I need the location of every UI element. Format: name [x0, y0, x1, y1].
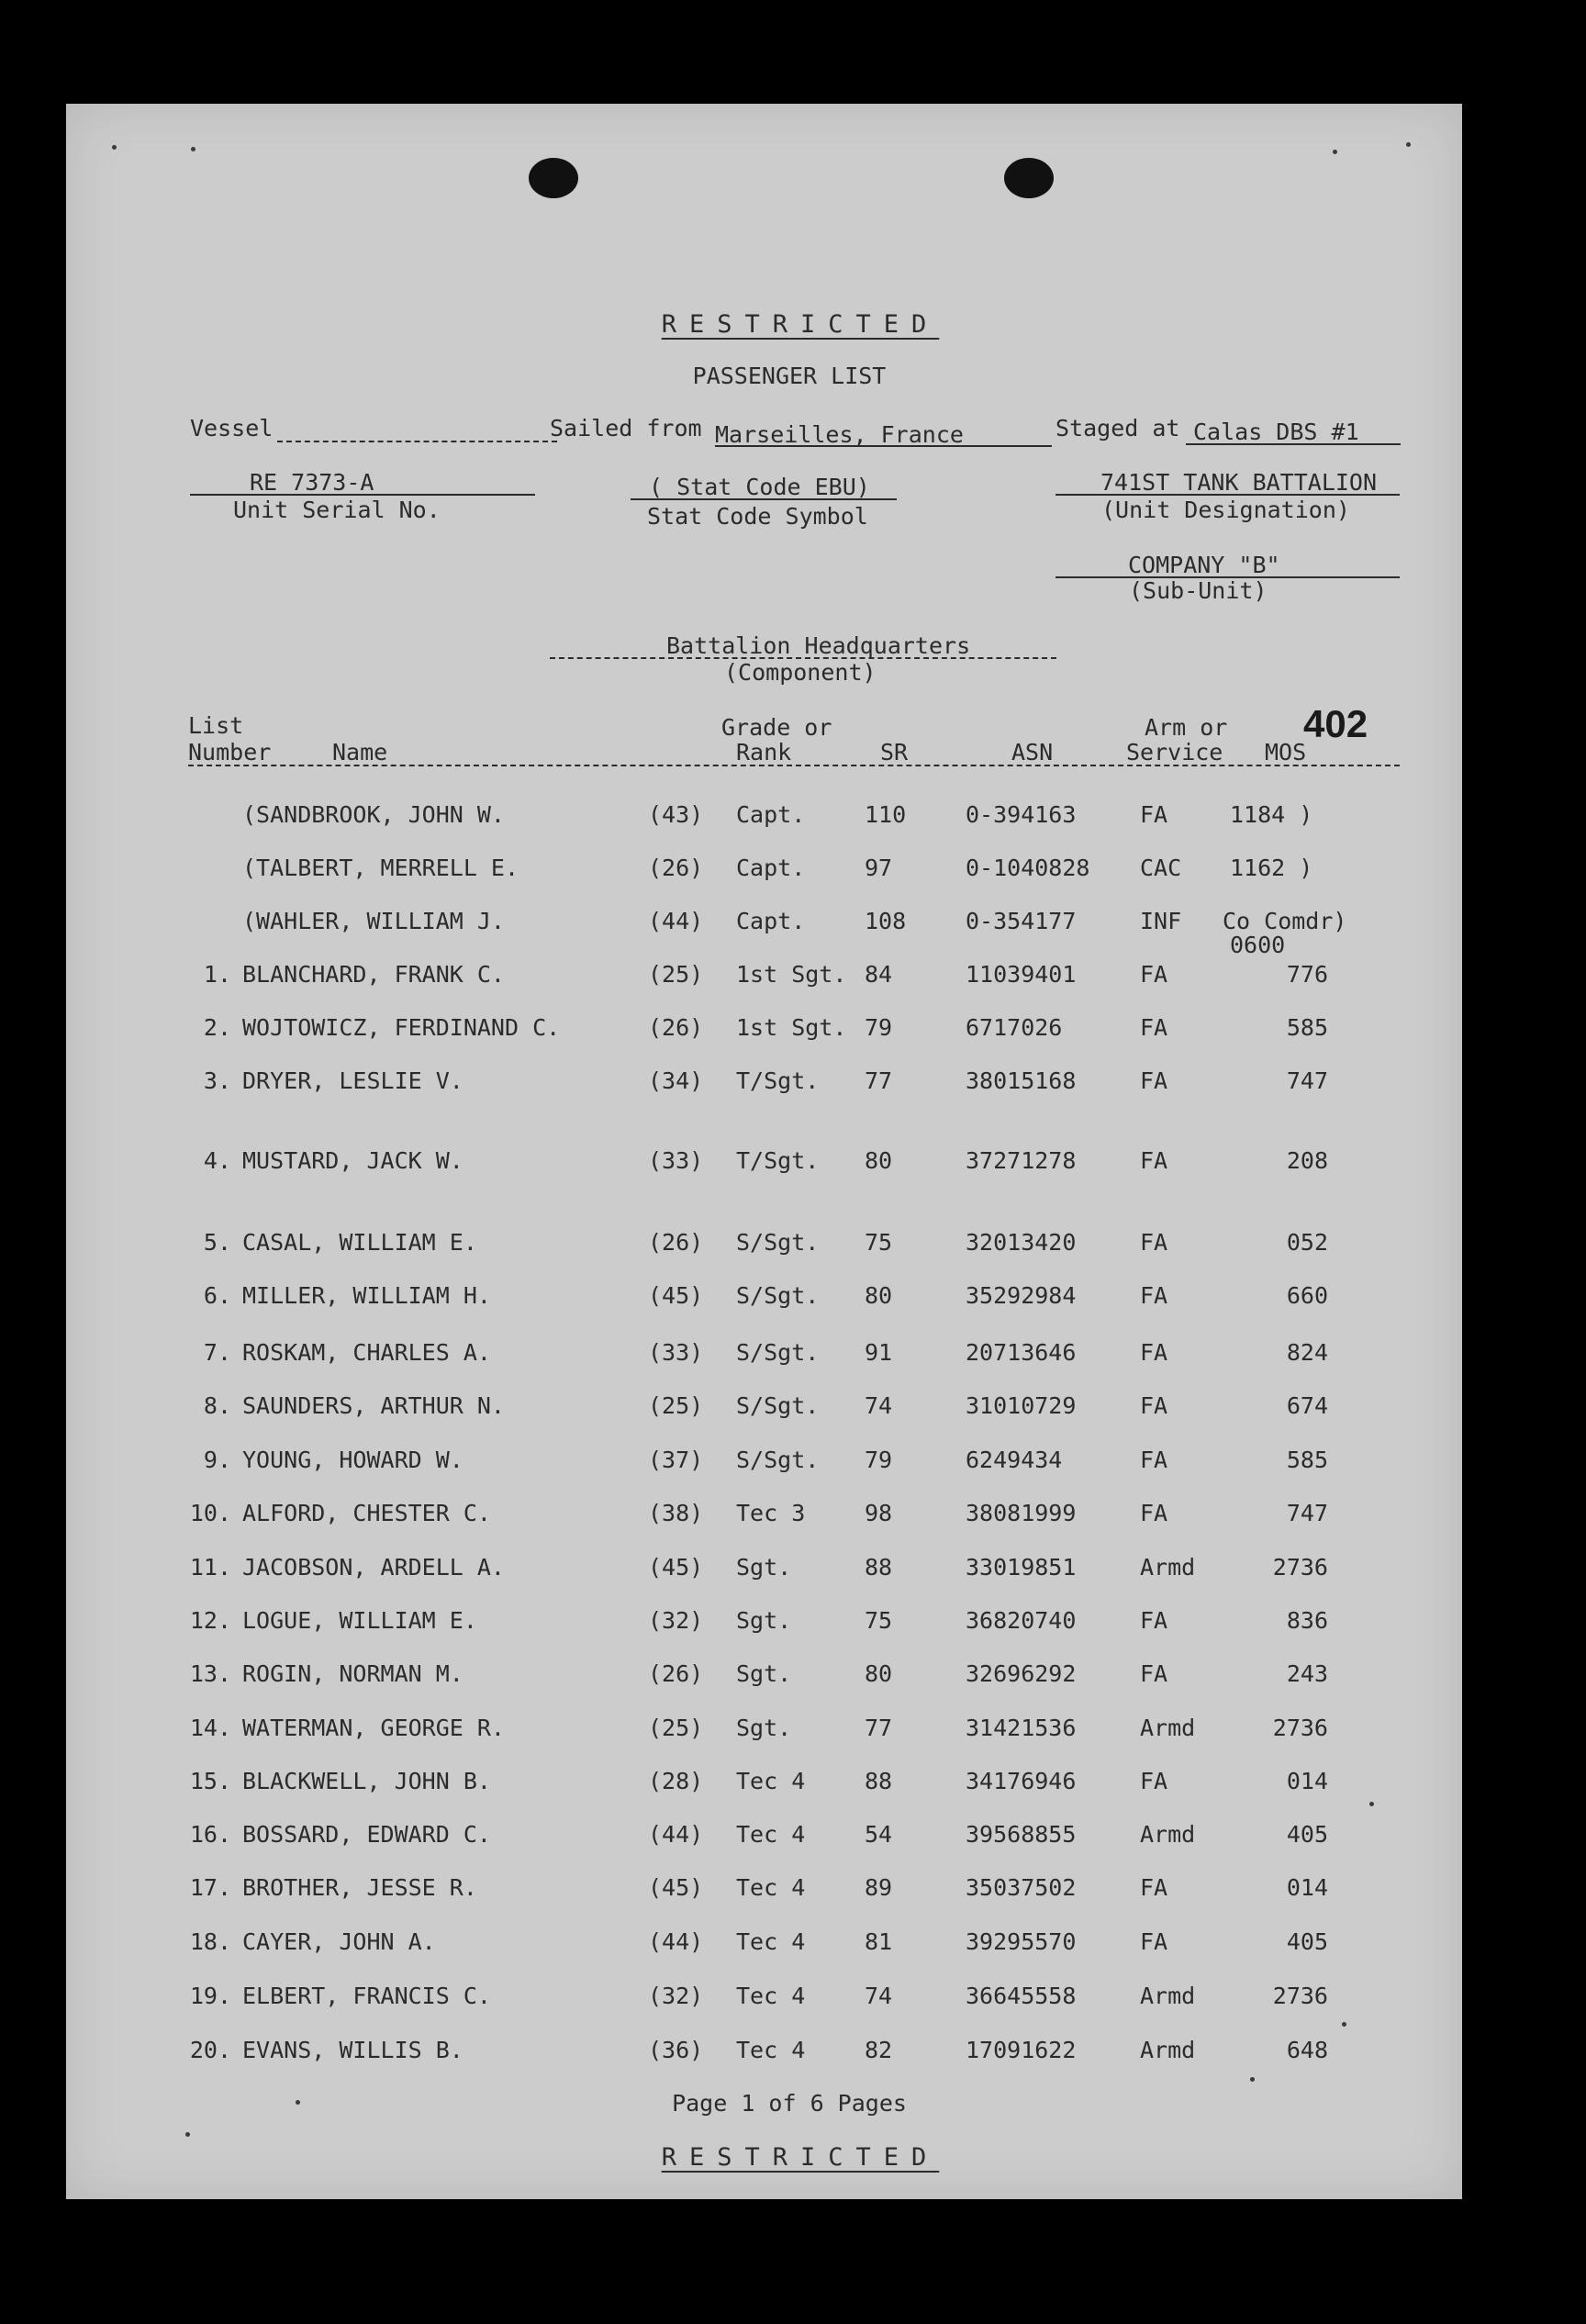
- cell-asn: 35292984: [966, 1282, 1077, 1309]
- document-page: [66, 104, 1462, 2199]
- col-grade-2: Rank: [736, 739, 792, 765]
- cell-mos: 776: [1286, 961, 1328, 988]
- cell-sr: 79: [865, 1447, 893, 1473]
- cell-arm: CAC: [1140, 855, 1182, 881]
- punch-hole-left: [529, 158, 578, 198]
- cell-sr: 110: [865, 801, 907, 828]
- cell-num: 7.: [203, 1339, 231, 1366]
- cell-num: 13.: [189, 1660, 231, 1687]
- cell-mos: 052: [1286, 1229, 1328, 1256]
- cell-asn: 35037502: [966, 1874, 1077, 1901]
- cell-rank: Tec 4: [736, 1928, 806, 1955]
- cell-rank: Tec 4: [736, 1983, 806, 2009]
- speck: [1250, 2077, 1255, 2082]
- sailed-from-label: Sailed from: [550, 415, 702, 441]
- cell-age: (33): [648, 1339, 704, 1366]
- cell-num: 14.: [189, 1715, 231, 1741]
- cell-arm: FA: [1140, 1768, 1168, 1794]
- staged-at-label: Staged at: [1055, 415, 1180, 441]
- cell-mos: 405: [1286, 1928, 1328, 1955]
- cell-num: 6.: [203, 1282, 231, 1309]
- cell-name: (WAHLER, WILLIAM J.: [242, 908, 505, 934]
- cell-mos: Co Comdr): [1223, 908, 1347, 934]
- table-row: [66, 1447, 1462, 1478]
- cell-sr: 97: [865, 855, 893, 881]
- cell-age: (25): [648, 1715, 704, 1741]
- table-row: [66, 1607, 1462, 1638]
- cell-arm: FA: [1140, 1500, 1168, 1526]
- unit-serial-label: Unit Serial No.: [233, 497, 441, 523]
- cell-num: 9.: [203, 1447, 231, 1473]
- cell-sr: 88: [865, 1554, 893, 1581]
- cell-asn: 34176946: [966, 1768, 1077, 1794]
- cell-sr: 74: [865, 1392, 893, 1419]
- cell-mos: 747: [1286, 1067, 1328, 1094]
- cell-age: (45): [648, 1554, 704, 1581]
- cell-num: 2.: [203, 1014, 231, 1041]
- cell-rank: Sgt.: [736, 1607, 792, 1634]
- cell-asn: 17091622: [966, 2037, 1077, 2063]
- cell-rank: S/Sgt.: [736, 1229, 820, 1256]
- cell-arm: Armd: [1140, 1983, 1196, 2009]
- cell-num: 15.: [189, 1768, 231, 1794]
- col-sr: SR: [880, 739, 909, 765]
- cell-arm: FA: [1140, 1447, 1168, 1473]
- cell-arm: FA: [1140, 1928, 1168, 1955]
- cell-num: 10.: [189, 1500, 231, 1526]
- cell-name: JACOBSON, ARDELL A.: [242, 1554, 505, 1581]
- cell-age: (36): [648, 2037, 704, 2063]
- cell-rank: 1st Sgt.: [736, 1014, 847, 1041]
- cell-num: 17.: [189, 1874, 231, 1901]
- cell-num: 16.: [189, 1821, 231, 1848]
- cell-num: 11.: [189, 1554, 231, 1581]
- cell-age: (26): [648, 1229, 704, 1256]
- cell-asn: 32013420: [966, 1229, 1077, 1256]
- cell-sr: 89: [865, 1874, 893, 1901]
- speck: [185, 2132, 190, 2137]
- cell-asn: 31010729: [966, 1392, 1077, 1419]
- cell-mos: 208: [1286, 1147, 1328, 1174]
- cell-mos: 660: [1286, 1282, 1328, 1309]
- cell-mos: 747: [1286, 1500, 1328, 1526]
- cell-name: LOGUE, WILLIAM E.: [242, 1607, 477, 1634]
- cell-arm: Armd: [1140, 1821, 1196, 1848]
- table-row: [66, 1715, 1462, 1746]
- cell-age: (38): [648, 1500, 704, 1526]
- cell-num: 20.: [189, 2037, 231, 2063]
- cell-name: CAYER, JOHN A.: [242, 1928, 436, 1955]
- cell-rank: Sgt.: [736, 1554, 792, 1581]
- cell-name: SAUNDERS, ARTHUR N.: [242, 1392, 505, 1419]
- table-row: [66, 855, 1462, 886]
- sailed-from-line: [715, 445, 1052, 447]
- component-label: (Component): [724, 659, 877, 686]
- table-row: [66, 1660, 1462, 1692]
- table-row: [66, 1147, 1462, 1179]
- restricted-bottom: RESTRICTED: [661, 2143, 940, 2172]
- component-value: Battalion Headquarters: [666, 632, 971, 659]
- cell-rank: Tec 4: [736, 1768, 806, 1794]
- cell-asn: 0-394163: [966, 801, 1077, 828]
- cell-name: WOJTOWICZ, FERDINAND C.: [242, 1014, 561, 1041]
- cell-age: (28): [648, 1768, 704, 1794]
- speck: [1369, 1802, 1374, 1806]
- sailed-from-value: Marseilles, France: [715, 421, 964, 448]
- cell-age: (34): [648, 1067, 704, 1094]
- cell-sr: 91: [865, 1339, 893, 1366]
- cell-age: (44): [648, 1928, 704, 1955]
- table-row: [66, 1500, 1462, 1531]
- cell-asn: 36645558: [966, 1983, 1077, 2009]
- table-row: [66, 1282, 1462, 1313]
- cell-mos: 824: [1286, 1339, 1328, 1366]
- cell-sr: 84: [865, 961, 893, 988]
- stat-code-line: [631, 498, 897, 500]
- cell-arm: FA: [1140, 1147, 1168, 1174]
- cell-arm: FA: [1140, 961, 1168, 988]
- cell-sr: 80: [865, 1282, 893, 1309]
- cell-asn: 36820740: [966, 1607, 1077, 1634]
- sub-unit-value: COMPANY "B": [1128, 552, 1280, 578]
- cell-asn: 38081999: [966, 1500, 1077, 1526]
- cell-mos: 2736: [1272, 1983, 1328, 2009]
- speck: [1333, 150, 1337, 154]
- cell-rank: Sgt.: [736, 1660, 792, 1687]
- cell-asn: 37271278: [966, 1147, 1077, 1174]
- cell-rank: Tec 4: [736, 2037, 806, 2063]
- cell-mos-secondary: 0600: [1230, 932, 1286, 958]
- cell-asn: 0-1040828: [966, 855, 1090, 881]
- cell-arm: FA: [1140, 1874, 1168, 1901]
- cell-rank: T/Sgt.: [736, 1147, 820, 1174]
- cell-age: (33): [648, 1147, 704, 1174]
- speck: [1342, 2022, 1346, 2027]
- cell-name: MUSTARD, JACK W.: [242, 1147, 464, 1174]
- cell-asn: 6717026: [966, 1014, 1063, 1041]
- staged-at-line: [1186, 443, 1401, 445]
- cell-name: BLANCHARD, FRANK C.: [242, 961, 505, 988]
- unit-serial-line: [190, 494, 535, 496]
- table-row: [66, 801, 1462, 832]
- table-row: [66, 1821, 1462, 1852]
- cell-mos: 648: [1286, 2037, 1328, 2063]
- page-indicator: Page 1 of 6 Pages: [672, 2090, 907, 2117]
- cell-age: (32): [648, 1983, 704, 2009]
- cell-age: (25): [648, 1392, 704, 1419]
- cell-mos: 1184 ): [1230, 801, 1313, 828]
- cell-rank: Tec 3: [736, 1500, 806, 1526]
- unit-designation-line: [1055, 494, 1400, 496]
- handwritten-mos-number: 402: [1303, 702, 1368, 745]
- cell-mos: 2736: [1272, 1554, 1328, 1581]
- cell-asn: 33019851: [966, 1554, 1077, 1581]
- cell-asn: 32696292: [966, 1660, 1077, 1687]
- cell-mos: 585: [1286, 1014, 1328, 1041]
- cell-name: (SANDBROOK, JOHN W.: [242, 801, 505, 828]
- cell-arm: FA: [1140, 1660, 1168, 1687]
- cell-name: ELBERT, FRANCIS C.: [242, 1983, 491, 2009]
- cell-arm: Armd: [1140, 1715, 1196, 1741]
- stat-code-label: Stat Code Symbol: [647, 503, 868, 530]
- cell-num: 18.: [189, 1928, 231, 1955]
- cell-rank: Capt.: [736, 908, 806, 934]
- restricted-top: RESTRICTED: [661, 310, 940, 339]
- cell-rank: T/Sgt.: [736, 1067, 820, 1094]
- cell-name: EVANS, WILLIS B.: [242, 2037, 464, 2063]
- unit-serial-value: RE 7373-A: [250, 469, 374, 496]
- cell-mos: 1162 ): [1230, 855, 1313, 881]
- cell-sr: 75: [865, 1229, 893, 1256]
- cell-rank: Capt.: [736, 801, 806, 828]
- speck: [1406, 142, 1411, 147]
- cell-sr: 79: [865, 1014, 893, 1041]
- cell-asn: 39568855: [966, 1821, 1077, 1848]
- table-row: [66, 1067, 1462, 1099]
- column-header-line: [188, 765, 1400, 766]
- cell-rank: Tec 4: [736, 1821, 806, 1848]
- cell-asn: 20713646: [966, 1339, 1077, 1366]
- cell-rank: S/Sgt.: [736, 1339, 820, 1366]
- col-arm-1: Arm or: [1145, 714, 1228, 741]
- cell-age: (45): [648, 1874, 704, 1901]
- cell-age: (32): [648, 1607, 704, 1634]
- table-row: [66, 961, 1462, 992]
- col-asn: ASN: [1011, 739, 1054, 765]
- table-row: [66, 1014, 1462, 1045]
- cell-name: ROSKAM, CHARLES A.: [242, 1339, 491, 1366]
- cell-sr: 54: [865, 1821, 893, 1848]
- table-row: [66, 1229, 1462, 1260]
- cell-name: ROGIN, NORMAN M.: [242, 1660, 464, 1687]
- cell-sr: 98: [865, 1500, 893, 1526]
- col-list-number-1: List: [188, 712, 244, 739]
- cell-mos: 014: [1286, 1768, 1328, 1794]
- cell-rank: Tec 4: [736, 1874, 806, 1901]
- cell-asn: 39295570: [966, 1928, 1077, 1955]
- cell-num: 3.: [203, 1067, 231, 1094]
- cell-sr: 80: [865, 1660, 893, 1687]
- col-grade-1: Grade or: [721, 714, 832, 741]
- cell-age: (43): [648, 801, 704, 828]
- cell-arm: FA: [1140, 1229, 1168, 1256]
- cell-name: ALFORD, CHESTER C.: [242, 1500, 491, 1526]
- cell-rank: S/Sgt.: [736, 1282, 820, 1309]
- cell-arm: FA: [1140, 1282, 1168, 1309]
- col-name: Name: [332, 739, 388, 765]
- cell-rank: Capt.: [736, 855, 806, 881]
- cell-mos: 243: [1286, 1660, 1328, 1687]
- cell-name: BOSSARD, EDWARD C.: [242, 1821, 491, 1848]
- cell-mos: 585: [1286, 1447, 1328, 1473]
- table-row: [66, 1392, 1462, 1424]
- cell-num: 4.: [203, 1147, 231, 1174]
- cell-sr: 88: [865, 1768, 893, 1794]
- cell-name: BROTHER, JESSE R.: [242, 1874, 477, 1901]
- table-row: [66, 1874, 1462, 1905]
- table-row: [66, 1983, 1462, 2014]
- cell-rank: S/Sgt.: [736, 1447, 820, 1473]
- cell-age: (44): [648, 1821, 704, 1848]
- cell-num: 1.: [203, 961, 231, 988]
- unit-designation-value: 741ST TANK BATTALION: [1100, 469, 1378, 496]
- document-title: PASSENGER LIST: [692, 363, 887, 389]
- cell-age: (25): [648, 961, 704, 988]
- cell-arm: FA: [1140, 1014, 1168, 1041]
- cell-arm: FA: [1140, 1392, 1168, 1419]
- cell-name: YOUNG, HOWARD W.: [242, 1447, 464, 1473]
- cell-age: (44): [648, 908, 704, 934]
- table-row: [66, 1928, 1462, 1960]
- cell-name: BLACKWELL, JOHN B.: [242, 1768, 491, 1794]
- speck: [112, 145, 117, 150]
- cell-age: (26): [648, 1014, 704, 1041]
- cell-sr: 77: [865, 1715, 893, 1741]
- cell-asn: 11039401: [966, 961, 1077, 988]
- cell-asn: 0-354177: [966, 908, 1077, 934]
- cell-arm: FA: [1140, 1339, 1168, 1366]
- cell-name: DRYER, LESLIE V.: [242, 1067, 464, 1094]
- cell-sr: 81: [865, 1928, 893, 1955]
- cell-sr: 74: [865, 1983, 893, 2009]
- cell-asn: 31421536: [966, 1715, 1077, 1741]
- cell-arm: FA: [1140, 801, 1168, 828]
- cell-num: 5.: [203, 1229, 231, 1256]
- cell-mos: 014: [1286, 1874, 1328, 1901]
- table-row: [66, 1339, 1462, 1370]
- cell-asn: 6249434: [966, 1447, 1063, 1473]
- cell-age: (45): [648, 1282, 704, 1309]
- cell-mos: 405: [1286, 1821, 1328, 1848]
- cell-arm: FA: [1140, 1067, 1168, 1094]
- cell-sr: 108: [865, 908, 907, 934]
- cell-mos: 836: [1286, 1607, 1328, 1634]
- cell-age: (26): [648, 855, 704, 881]
- vessel-label: Vessel: [190, 415, 274, 441]
- cell-mos: 674: [1286, 1392, 1328, 1419]
- cell-sr: 82: [865, 2037, 893, 2063]
- cell-arm: Armd: [1140, 1554, 1196, 1581]
- cell-sr: 80: [865, 1147, 893, 1174]
- cell-arm: INF: [1140, 908, 1182, 934]
- table-row: [66, 1768, 1462, 1799]
- table-row: [66, 2037, 1462, 2068]
- cell-age: (26): [648, 1660, 704, 1687]
- cell-rank: S/Sgt.: [736, 1392, 820, 1419]
- cell-arm: Armd: [1140, 2037, 1196, 2063]
- cell-name: WATERMAN, GEORGE R.: [242, 1715, 505, 1741]
- staged-at-value: Calas DBS #1: [1193, 419, 1359, 445]
- cell-mos: 2736: [1272, 1715, 1328, 1741]
- speck: [191, 147, 195, 151]
- cell-sr: 75: [865, 1607, 893, 1634]
- cell-rank: Sgt.: [736, 1715, 792, 1741]
- sub-unit-label: (Sub-Unit): [1129, 577, 1268, 604]
- cell-name: (TALBERT, MERRELL E.: [242, 855, 519, 881]
- cell-name: CASAL, WILLIAM E.: [242, 1229, 477, 1256]
- cell-age: (37): [648, 1447, 704, 1473]
- col-arm-2: Service: [1126, 739, 1223, 765]
- cell-num: 12.: [189, 1607, 231, 1634]
- cell-sr: 77: [865, 1067, 893, 1094]
- speck: [296, 2100, 300, 2105]
- stat-code-value: ( Stat Code EBU): [649, 474, 870, 500]
- cell-num: 19.: [189, 1983, 231, 2009]
- cell-rank: 1st Sgt.: [736, 961, 847, 988]
- punch-hole-right: [1004, 158, 1054, 198]
- cell-num: 8.: [203, 1392, 231, 1419]
- cell-name: MILLER, WILLIAM H.: [242, 1282, 491, 1309]
- unit-designation-label: (Unit Designation): [1101, 497, 1350, 523]
- table-row: [66, 1554, 1462, 1585]
- col-mos: MOS: [1265, 739, 1307, 765]
- table-row: [66, 908, 1462, 958]
- cell-arm: FA: [1140, 1607, 1168, 1634]
- col-list-number-2: Number: [188, 739, 272, 765]
- cell-asn: 38015168: [966, 1067, 1077, 1094]
- vessel-line: [277, 441, 557, 442]
